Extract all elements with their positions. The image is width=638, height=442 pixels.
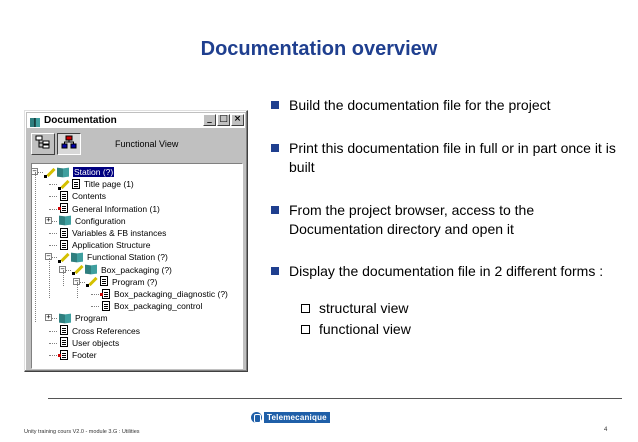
tree-item-label: Program <box>75 313 108 324</box>
functional-view-icon <box>61 135 77 154</box>
tree-connector <box>49 233 57 234</box>
tree-item-label: Contents <box>72 191 107 202</box>
tree-connector <box>49 184 57 185</box>
footer-course-info: Unity training cours V2.0 - module 3.G : Utilities <box>24 429 140 435</box>
sub-bullet-item <box>301 299 408 318</box>
hollow-square-bullet-icon <box>301 304 310 313</box>
book-icon <box>70 252 84 263</box>
view-toolbar <box>29 131 243 161</box>
hollow-square-bullet-icon <box>301 325 310 334</box>
functional-view-button[interactable] <box>57 133 81 155</box>
tree-item[interactable] <box>44 166 114 178</box>
bullet-text: Build the documentation file for the project <box>289 97 551 113</box>
logo-text: Telemecanique <box>264 412 330 423</box>
maximize-button[interactable]: □ <box>217 114 230 126</box>
structural-view-button[interactable] <box>31 133 55 155</box>
document-icon <box>58 203 69 214</box>
tree-connector <box>77 282 78 298</box>
document-icon <box>58 228 69 239</box>
tree-item-label: Cross References <box>72 325 141 336</box>
tree-item-label: Variables & FB instances <box>72 228 167 238</box>
tree-connector <box>91 306 99 307</box>
tree-connector <box>49 209 57 210</box>
book-icon <box>58 215 72 226</box>
bullet-item <box>271 201 623 239</box>
expand-icon[interactable]: + <box>46 215 51 224</box>
square-bullet-icon <box>271 206 279 214</box>
document-icon <box>100 301 111 312</box>
tree-connector <box>49 355 57 356</box>
structural-view-icon <box>35 135 51 154</box>
telemecanique-logo <box>251 412 330 423</box>
tree-connector <box>49 258 50 298</box>
tree-item[interactable] <box>58 337 119 349</box>
footer-divider <box>48 398 622 399</box>
book-icon <box>58 313 72 324</box>
bullet-item <box>271 139 623 177</box>
tree-item-label: Box_packaging_diagnostic (?) <box>114 289 228 299</box>
document-icon <box>58 350 69 361</box>
tree-connector <box>91 294 99 295</box>
tree-item-label: Box_packaging (?) <box>101 264 172 275</box>
documentation-app-icon <box>29 115 41 126</box>
tree-connector <box>49 331 57 332</box>
document-icon <box>100 289 111 300</box>
tree-connector <box>63 270 64 286</box>
tree-item[interactable] <box>100 300 202 312</box>
document-icon <box>58 240 69 251</box>
bullet-item <box>271 96 623 115</box>
bullet-text: From the project browser, access to the Documentation directory and open it <box>289 202 535 237</box>
book-icon <box>84 264 98 275</box>
documentation-tree[interactable] <box>31 163 243 369</box>
tree-item-label: Station (?) <box>74 167 114 177</box>
tree-item-label: Application Structure <box>72 240 151 251</box>
tree-item[interactable] <box>72 264 172 276</box>
tree-item[interactable] <box>86 276 157 288</box>
pencil-icon <box>86 276 98 287</box>
tree-item[interactable] <box>58 190 106 202</box>
tree-item[interactable] <box>58 349 97 361</box>
tree-item[interactable] <box>100 288 228 300</box>
sub-bullet-text: structural view <box>319 300 409 316</box>
tree-item-label: Configuration <box>75 215 126 226</box>
sub-bullet-text: functional view <box>319 321 411 337</box>
tree-item[interactable] <box>58 239 150 251</box>
window-title: Documentation <box>44 115 117 126</box>
slide-title: Documentation overview <box>200 38 438 60</box>
collapse-icon[interactable]: − <box>74 276 79 285</box>
pencil-icon <box>72 264 84 275</box>
page-number: 4 <box>604 427 608 433</box>
bullet-text: Print this documentation file in full or in part once it is built <box>289 140 616 175</box>
tree-item[interactable] <box>58 227 166 239</box>
square-bullet-icon <box>271 144 279 152</box>
collapse-icon[interactable]: − <box>60 264 65 273</box>
telemecanique-logo-icon <box>251 412 262 423</box>
collapse-icon[interactable]: − <box>46 252 51 261</box>
tree-item[interactable] <box>58 251 168 263</box>
document-icon <box>58 337 69 348</box>
view-label: Functional View <box>115 139 179 149</box>
document-icon <box>58 325 69 336</box>
bullet-text: Display the documentation file in 2 different forms : <box>289 263 604 279</box>
tree-item[interactable] <box>58 312 108 324</box>
tree-item[interactable] <box>58 325 140 337</box>
pencil-icon <box>44 167 56 178</box>
tree-item[interactable] <box>58 215 126 227</box>
pencil-icon <box>58 252 70 263</box>
tree-item-label: Title page (1) <box>84 179 134 190</box>
tree-item-label: Program (?) <box>112 276 158 287</box>
pencil-icon <box>58 179 70 190</box>
bullet-item <box>271 262 623 281</box>
book-icon <box>56 167 70 178</box>
document-icon <box>58 191 69 202</box>
square-bullet-icon <box>271 267 279 275</box>
tree-connector <box>49 196 57 197</box>
tree-item-label: Box_packaging_control <box>114 301 203 312</box>
collapse-icon[interactable]: − <box>32 167 37 175</box>
tree-connector <box>49 245 57 246</box>
document-icon <box>70 179 81 190</box>
tree-item-label: Footer <box>72 350 97 360</box>
tree-connector <box>49 343 57 344</box>
document-icon <box>98 276 109 287</box>
square-bullet-icon <box>271 101 279 109</box>
minimize-button[interactable]: _ <box>203 114 216 126</box>
tree-item[interactable] <box>58 178 134 190</box>
sub-bullet-item <box>301 320 411 339</box>
documentation-window <box>24 110 248 372</box>
expand-icon[interactable]: + <box>46 313 51 322</box>
tree-item-label: Functional Station (?) <box>87 252 168 263</box>
close-button[interactable]: × <box>231 114 244 126</box>
window-titlebar[interactable] <box>27 113 245 128</box>
tree-connector <box>35 172 36 322</box>
tree-item-label: User objects <box>72 337 120 348</box>
tree-item-label: General Information (1) <box>72 203 160 214</box>
tree-item[interactable] <box>58 203 160 215</box>
